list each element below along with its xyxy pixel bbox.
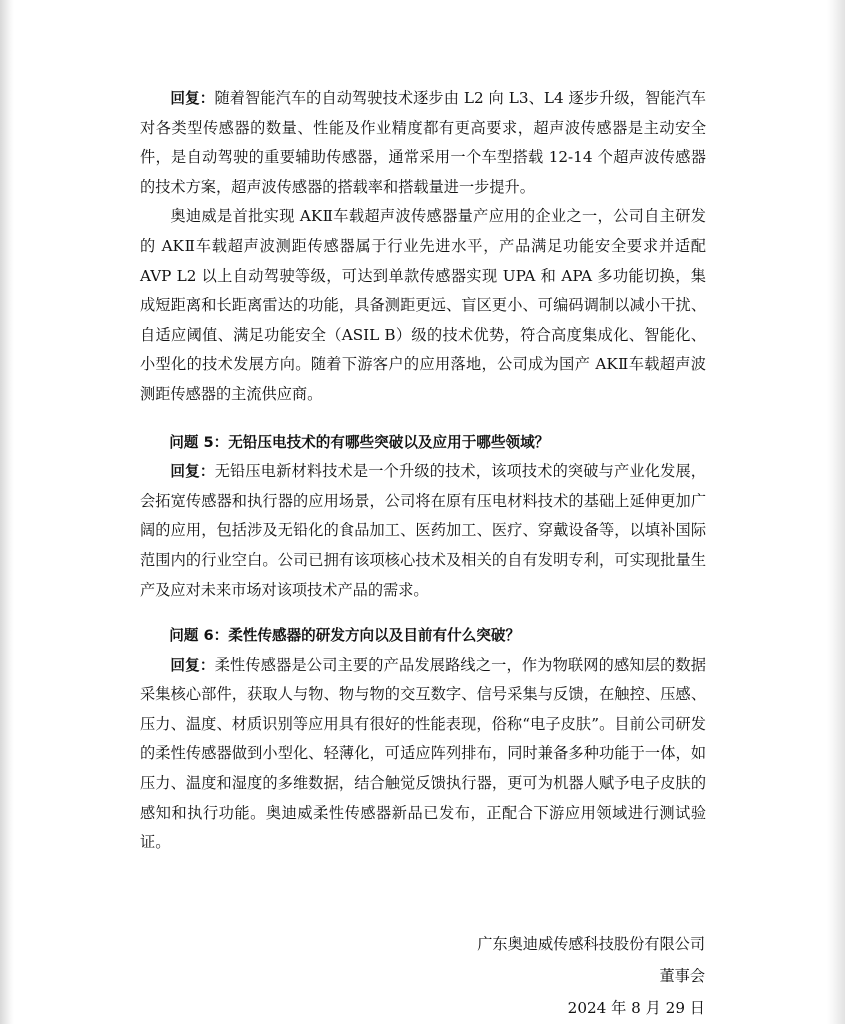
- company-text: 奥迪威是首批实现 AKⅡ车载超声波传感器量产应用的企业之一，公司自主研发的 AKⅡ车载超声波测距传感器属于行业先进水平，产品满足功能安全要求并适配 AVP L2 以上自动驾驶等级，可达到单款传感器实现 UPA 和 APA 多功能切换，集成短距离和长距离雷达的功能，具备测距更远、盲区更小、可编码调制以减小干扰、自适应阈值、满足功能安全（ASIL B）级的技术优势，符合高度集成化、智能化、小型化的技术发展方向。随着下游客户的应用落地，公司成为国产 AKⅡ车载超声波测距传感器的主流供应商。: [140, 207, 706, 403]
- company-name: 广东奥迪威传感科技股份有限公司: [477, 935, 705, 953]
- company-paragraph: [140, 202, 706, 409]
- reply-label: 回复：: [170, 656, 215, 674]
- answer-text: 无铅压电新材料技术是一个升级的技术，该项技术的突破与产业化发展，会拓宽传感器和执行器的应用场景，公司将在原有压电材料技术的基础上延伸更加广阔的应用，包括涉及无铅化的食品加工、医药加工、医疗、穿戴设备等，以填补国际范围内的行业空白。公司已拥有该项核心技术及相关的自有发明专利，可实现批量生产及应对未来市场对该项技术产品的需求。: [140, 462, 706, 599]
- question-5-heading: 问题 5：无铅压电技术的有哪些突破以及应用于哪些领域？: [169, 433, 550, 451]
- question-6-heading: 问题 6：柔性传感器的研发方向以及目前有什么突破？: [169, 627, 521, 645]
- reply-label: 回复：: [170, 90, 215, 107]
- document-body: [140, 84, 706, 858]
- signature-block: [477, 928, 705, 1024]
- reply-paragraph-1: [140, 84, 706, 202]
- board-name: 董事会: [659, 967, 705, 985]
- reply-label: 回复：: [170, 463, 215, 481]
- question-5-answer: [140, 457, 706, 605]
- answer-text: 柔性传感器是公司主要的产品发展路线之一，作为物联网的感知层的数据采集核心部件，获取人与物、物与物的交互数字、信号采集与反馈，在触控、压感、压力、温度、材质识别等应用具有很好的性能表现，俗称“电子皮肤”。目前公司研发的柔性传感器做到小型化、轻薄化，可适应阵列排布，同时兼备多种功能于一体，如压力、温度和湿度的多维数据，结合触觉反馈执行器，更可为机器人赋予电子皮肤的感知和执行功能。奥迪威柔性传感器新品已发布，正配合下游应用领域进行测试验证。: [140, 655, 706, 852]
- reply-text: 随着智能汽车的自动驾驶技术逐步由 L2 向 L3、L4 逐步升级，智能汽车对各类型传感器的数量、性能及作业精度都有更高要求，超声波传感器是主动安全件，是自动驾驶的重要辅助传感器，通常采用一个车型搭载 12-14 个超声波传感器的技术方案，超声波传感器的搭载率和搭载量进一步提升。: [140, 89, 706, 196]
- signature-date: 2024 年 8 月 29 日: [567, 999, 705, 1017]
- question-6-answer: [140, 651, 706, 858]
